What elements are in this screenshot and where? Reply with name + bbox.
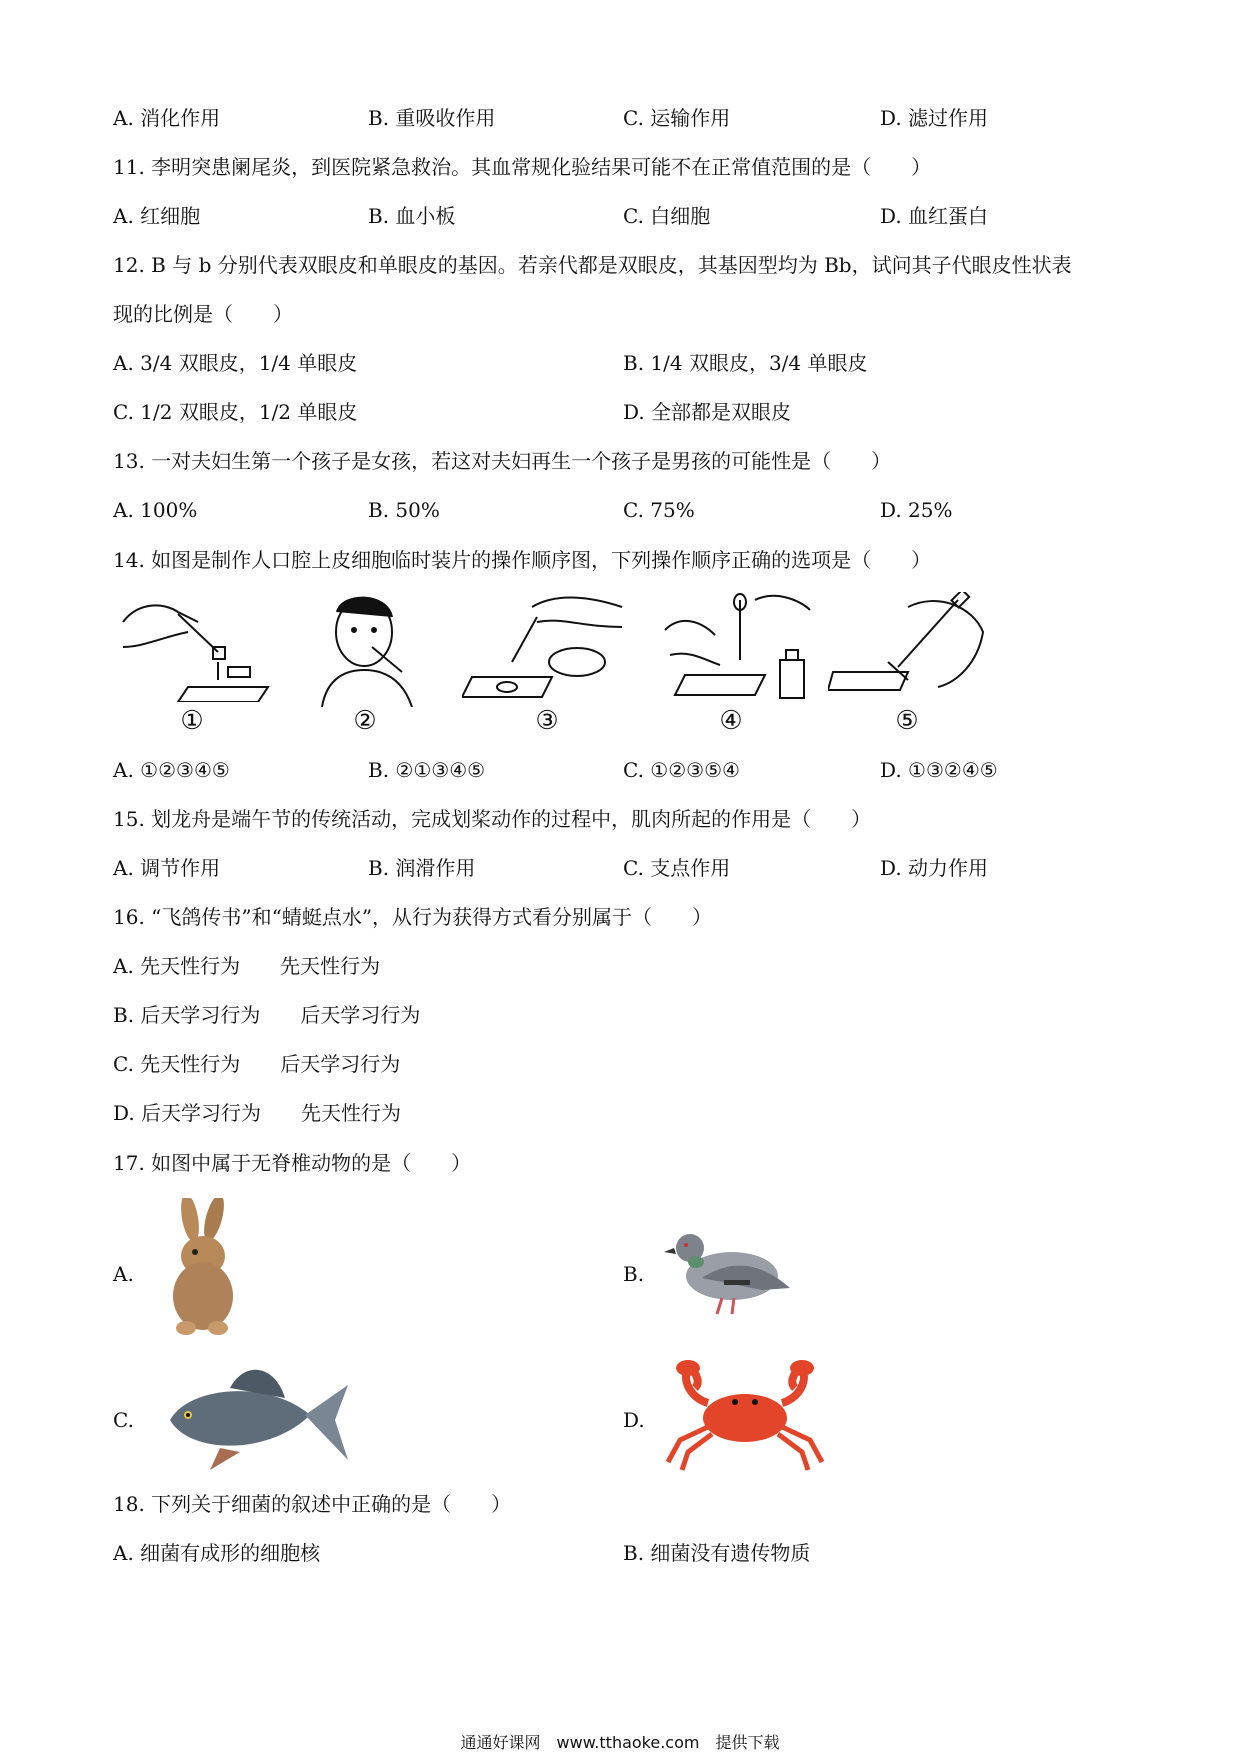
q12-option-b: B. 1/4 双眼皮，3/4 单眼皮 xyxy=(623,351,868,375)
q14-option-d: D. ①③②④⑤ xyxy=(880,758,998,782)
q15-option-c: C. 支点作用 xyxy=(623,856,731,880)
pigeon-image xyxy=(662,1218,792,1318)
q12-option-a: A. 3/4 双眼皮，1/4 单眼皮 xyxy=(113,351,358,375)
q11-option-a: A. 红细胞 xyxy=(113,204,201,228)
q11-stem: 11. 李明突患阑尾炎，到医院紧急救治。其血常规化验结果可能不在正常值范围的是（ ） xyxy=(113,155,932,179)
step5-cover-slip-figure xyxy=(828,592,988,702)
q17-option-c-label: C. xyxy=(113,1408,134,1432)
q16-option-d: D. 后天学习行为 先天性行为 xyxy=(113,1101,402,1125)
q16-option-a: A. 先天性行为 先天性行为 xyxy=(113,954,381,978)
q11-option-b: B. 血小板 xyxy=(368,204,456,228)
figure-label-1: ① xyxy=(180,706,204,736)
q11-option-c: C. 白细胞 xyxy=(623,204,711,228)
q12-stem-line2: 现的比例是（ ） xyxy=(113,302,293,326)
q13-option-b: B. 50% xyxy=(368,498,440,522)
q17-option-a-label: A. xyxy=(113,1262,134,1286)
q14-option-c: C. ①②③⑤④ xyxy=(623,758,740,782)
q18-option-b: B. 细菌没有遗传物质 xyxy=(623,1541,811,1565)
figure-label-3: ③ xyxy=(535,706,559,736)
q10-option-a: A. 消化作用 xyxy=(113,106,221,130)
page-footer: 通通好课网 www.tthaoke.com 提供下载 xyxy=(460,1733,780,1752)
step4-stain-figure xyxy=(660,590,820,705)
q17-stem: 17. 如图中属于无脊椎动物的是（ ） xyxy=(113,1151,472,1175)
step1-drop-water-figure xyxy=(118,592,278,702)
q14-stem: 14. 如图是制作人口腔上皮细胞临时装片的操作顺序图，下列操作顺序正确的选项是（ ） xyxy=(113,548,932,572)
figure-label-2: ② xyxy=(353,706,377,736)
q15-option-a: A. 调节作用 xyxy=(113,856,221,880)
q12-stem-line1: 12. B 与 b 分别代表双眼皮和单眼皮的基因。若亲代都是双眼皮，其基因型均为 Bb，试问其子代眼皮性状表 xyxy=(113,253,1072,277)
q14-option-a: A. ①②③④⑤ xyxy=(113,758,230,782)
q17-option-b-label: B. xyxy=(623,1262,645,1286)
q16-option-b: B. 后天学习行为 后天学习行为 xyxy=(113,1003,421,1027)
q10-option-d: D. 滤过作用 xyxy=(880,106,989,130)
step3-smear-figure xyxy=(462,592,627,702)
q16-option-c: C. 先天性行为 后天学习行为 xyxy=(113,1052,401,1076)
q15-option-d: D. 动力作用 xyxy=(880,856,989,880)
q18-option-a: A. 细菌有成形的细胞核 xyxy=(113,1541,321,1565)
q11-option-d: D. 血红蛋白 xyxy=(880,204,989,228)
q13-stem: 13. 一对夫妇生第一个孩子是女孩，若这对夫妇再生一个孩子是男孩的可能性是（ ） xyxy=(113,449,892,473)
q13-option-d: D. 25% xyxy=(880,498,953,522)
q16-stem: 16. “飞鸽传书”和“蜻蜓点水”，从行为获得方式看分别属于（ ） xyxy=(113,905,713,929)
q10-option-b: B. 重吸收作用 xyxy=(368,106,496,130)
q12-option-c: C. 1/2 双眼皮，1/2 单眼皮 xyxy=(113,400,358,424)
figure-label-4: ④ xyxy=(719,706,743,736)
q13-option-c: C. 75% xyxy=(623,498,695,522)
figure-label-5: ⑤ xyxy=(895,706,919,736)
q14-option-b: B. ②①③④⑤ xyxy=(368,758,486,782)
rabbit-image xyxy=(148,1198,258,1338)
q17-option-d-label: D. xyxy=(623,1408,645,1432)
carp-fish-image xyxy=(160,1360,350,1475)
q18-stem: 18. 下列关于细菌的叙述中正确的是（ ） xyxy=(113,1492,512,1516)
crab-image xyxy=(660,1358,830,1473)
q15-stem: 15. 划龙舟是端午节的传统活动，完成划桨动作的过程中，肌肉所起的作用是（ ） xyxy=(113,807,872,831)
q12-option-d: D. 全部都是双眼皮 xyxy=(623,400,792,424)
q10-option-c: C. 运输作用 xyxy=(623,106,731,130)
q13-option-a: A. 100% xyxy=(113,498,198,522)
step2-scrape-cheek-figure xyxy=(312,592,422,707)
q15-option-b: B. 润滑作用 xyxy=(368,856,476,880)
